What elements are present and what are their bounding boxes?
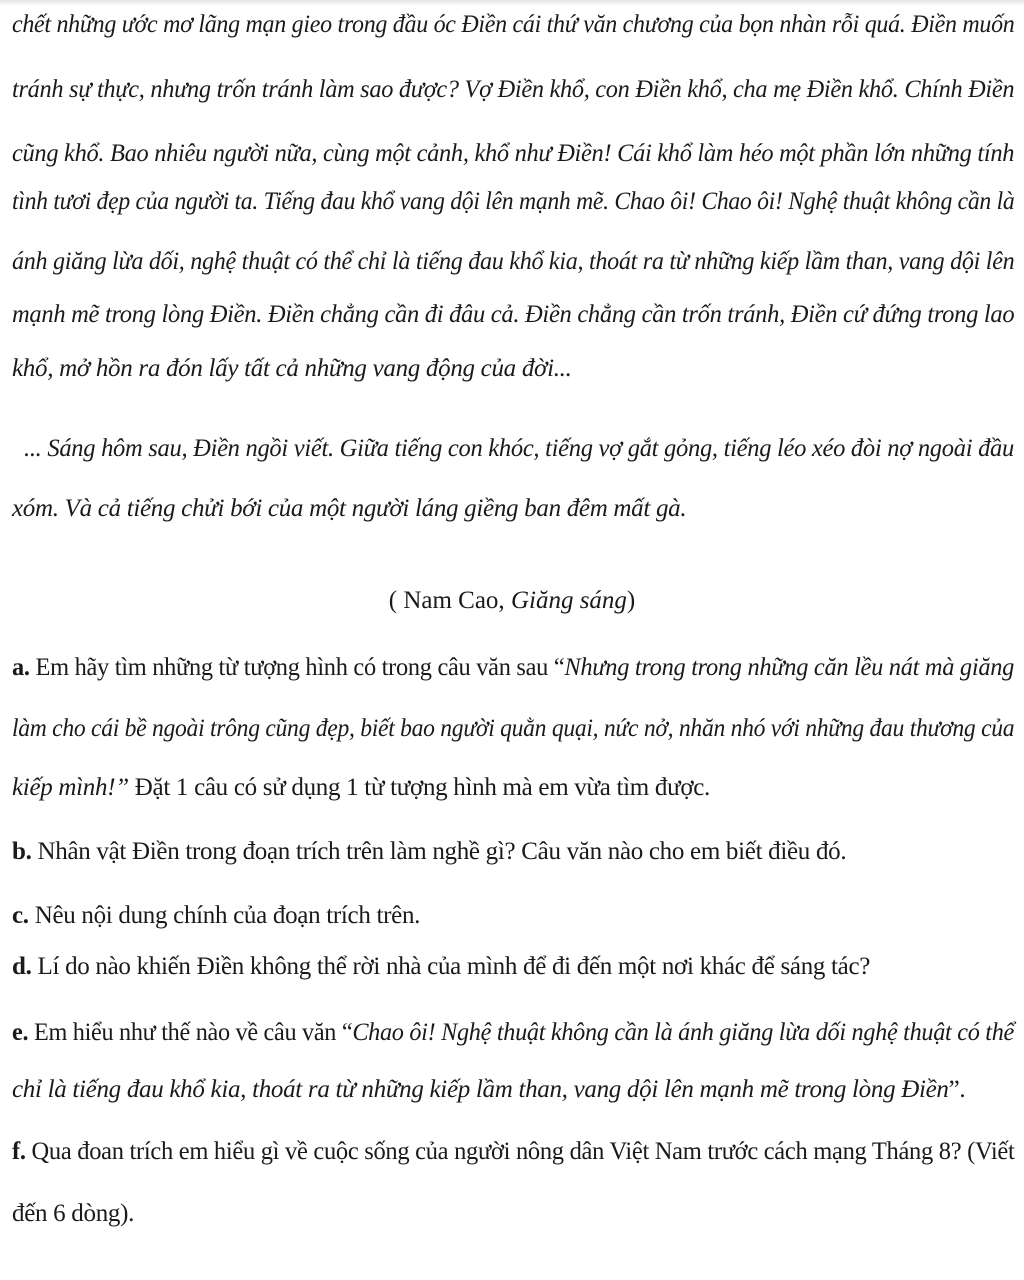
question-d-label: d. <box>12 953 32 980</box>
question-b-label: b. <box>12 838 32 865</box>
passage-line: tránh sự thực, nhưng trốn tránh làm sao được? Vợ Điền khổ, con Điền khổ, cha mẹ Điền khổ. Chính Điền <box>12 76 1015 103</box>
source-citation <box>0 584 1024 618</box>
question-f-label: f. <box>12 1138 26 1165</box>
question-e-text: Em hiểu như thế nào về câu văn “ <box>28 1019 353 1046</box>
question-a-task: Đặt 1 câu có sử dụng 1 từ tượng hình mà em vừa tìm được. <box>128 774 710 801</box>
question-a-line-2: làm cho cái bề ngoài trông cũng đẹp, biết bao người quằn quại, nức nở, nhăn nhó với những đau thương của <box>12 715 1015 742</box>
passage-line: khổ, mở hồn ra đón lấy tất cả những vang động của đời... <box>12 355 572 382</box>
question-b-text: Nhân vật Điền trong đoạn trích trên làm nghề gì? Câu văn nào cho em biết điều đó. <box>31 838 847 865</box>
question-e-line-2 <box>12 1073 1012 1107</box>
question-e-quote: Chao ôi! Nghệ thuật không cần là ánh giăng lừa dối nghệ thuật có thể <box>352 1019 1014 1046</box>
citation-open: ( <box>388 587 404 614</box>
question-e-line-1 <box>12 1016 1014 1050</box>
question-d-text: Lí do nào khiến Điền không thể rời nhà của mình để đi đến một nơi khác để sáng tác? <box>31 953 871 980</box>
question-e-quote-end: chỉ là tiếng đau khổ kia, thoát ra từ những kiếp lầm than, vang dội lên mạnh mẽ trong lòng Điền <box>12 1076 949 1103</box>
question-c <box>12 899 1012 933</box>
passage-line: xóm. Và cả tiếng chửi bới của một người láng giềng ban đêm mất gà. <box>12 495 687 522</box>
question-f-line-1 <box>12 1135 1015 1169</box>
passage-line: ... Sáng hôm sau, Điền ngồi viết. Giữa tiếng con khóc, tiếng vợ gắt gỏng, tiếng léo xéo đòi nợ ngoài đầu <box>24 435 1014 462</box>
question-a-text: Em hãy tìm những từ tượng hình có trong câu văn sau “ <box>29 654 565 681</box>
passage-line: chết những ước mơ lãng mạn gieo trong đầu óc Điền cái thứ văn chương của bọn nhàn rỗi quá. Điền muốn <box>12 11 1015 38</box>
question-f-text: Qua đoan trích em hiểu gì về cuộc sống của người nông dân Việt Nam trước cách mạng Tháng 8? (Viết <box>25 1138 1015 1165</box>
question-a-label: a. <box>12 654 30 681</box>
passage-line: tình tươi đẹp của người ta. Tiếng đau khổ vang dội lên mạnh mẽ. Chao ôi! Chao ôi! Nghệ thuật không cần là <box>12 188 1015 215</box>
passage-line: mạnh mẽ trong lòng Điền. Điền chẳng cần đi đâu cả. Điền chẳng cần trốn tránh, Điền cứ đứng trong lao <box>12 301 1015 328</box>
scan-top-edge <box>0 0 1024 6</box>
question-e-label: e. <box>12 1019 29 1046</box>
question-a-line-1 <box>12 651 1015 685</box>
citation-work: Giăng sáng <box>510 587 627 614</box>
citation-author: Nam Cao, <box>403 587 511 614</box>
citation-close: ) <box>626 587 636 614</box>
question-a-quote-end: kiếp mình!” <box>12 774 129 801</box>
passage-line: cũng khổ. Bao nhiêu người nữa, cùng một cảnh, khổ như Điền! Cái khổ làm héo một phần lớn những tính <box>12 140 1015 167</box>
question-e-close: ”. <box>948 1076 966 1103</box>
question-b <box>12 835 1012 869</box>
question-a-quote: Nhưng trong trong những căn lều nát mà giăng <box>564 654 1015 681</box>
question-c-text: Nêu nội dung chính của đoạn trích trên. <box>28 902 421 929</box>
question-c-label: c. <box>12 902 29 929</box>
question-f-line-2: đến 6 dòng). <box>12 1200 135 1227</box>
question-d <box>12 950 1012 984</box>
question-a-line-3 <box>12 771 1012 805</box>
passage-line: ánh giăng lừa dối, nghệ thuật có thể chỉ là tiếng đau khổ kia, thoát ra từ những kiếp lầm than, vang dội lên <box>12 248 1015 275</box>
